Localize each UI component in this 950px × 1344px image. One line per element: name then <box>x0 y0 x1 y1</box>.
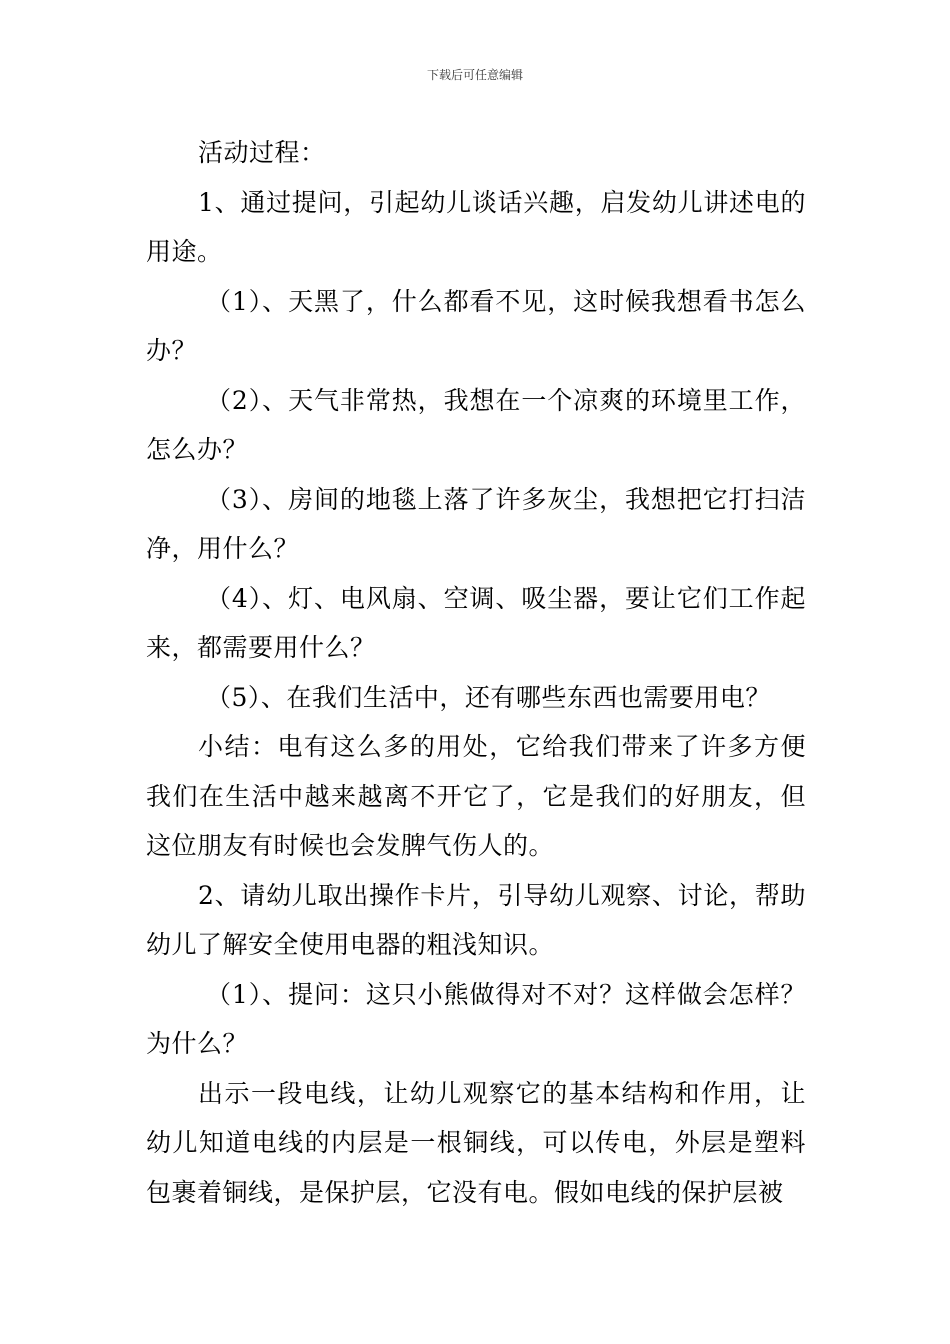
document-body <box>146 128 806 1217</box>
paragraph: （2）、天气非常热，我想在一个凉爽的环境里工作，怎么办？ <box>146 385 806 464</box>
paragraph: （1）、提问：这只小熊做得对不对？这样做会怎样？为什么？ <box>146 979 806 1058</box>
page-header-note: 下载后可任意编辑 <box>426 68 523 82</box>
section-heading: 活动过程： <box>198 138 326 167</box>
paragraph: 1、通过提问，引起幼儿谈话兴趣，启发幼儿讲述电的用途。 <box>146 187 806 266</box>
paragraph: （1）、天黑了，什么都看不见，这时候我想看书怎么办？ <box>146 286 806 365</box>
paragraph: （5）、在我们生活中，还有哪些东西也需要用电？ <box>206 682 771 712</box>
paragraph: 出示一段电线，让幼儿观察它的基本结构和作用，让幼儿知道电线的内层是一根铜线，可以传电，外层是塑料包裹着铜线，是保护层，它没有电。假如电线的保护层被 <box>146 1078 806 1207</box>
paragraph: （4）、灯、电风扇、空调、吸尘器，要让它们工作起来，都需要用什么？ <box>146 583 806 662</box>
paragraph: （3）、房间的地毯上落了许多灰尘，我想把它打扫洁净，用什么？ <box>146 484 806 563</box>
summary-paragraph: 小结：电有这么多的用处，它给我们带来了许多方便我们在生活中越来越离不开它了，它是我们的好朋友，但这位朋友有时候也会发脾气伤人的。 <box>146 732 806 860</box>
paragraph: 2、请幼儿取出操作卡片，引导幼儿观察、讨论，帮助幼儿了解安全使用电器的粗浅知识。 <box>146 880 806 959</box>
